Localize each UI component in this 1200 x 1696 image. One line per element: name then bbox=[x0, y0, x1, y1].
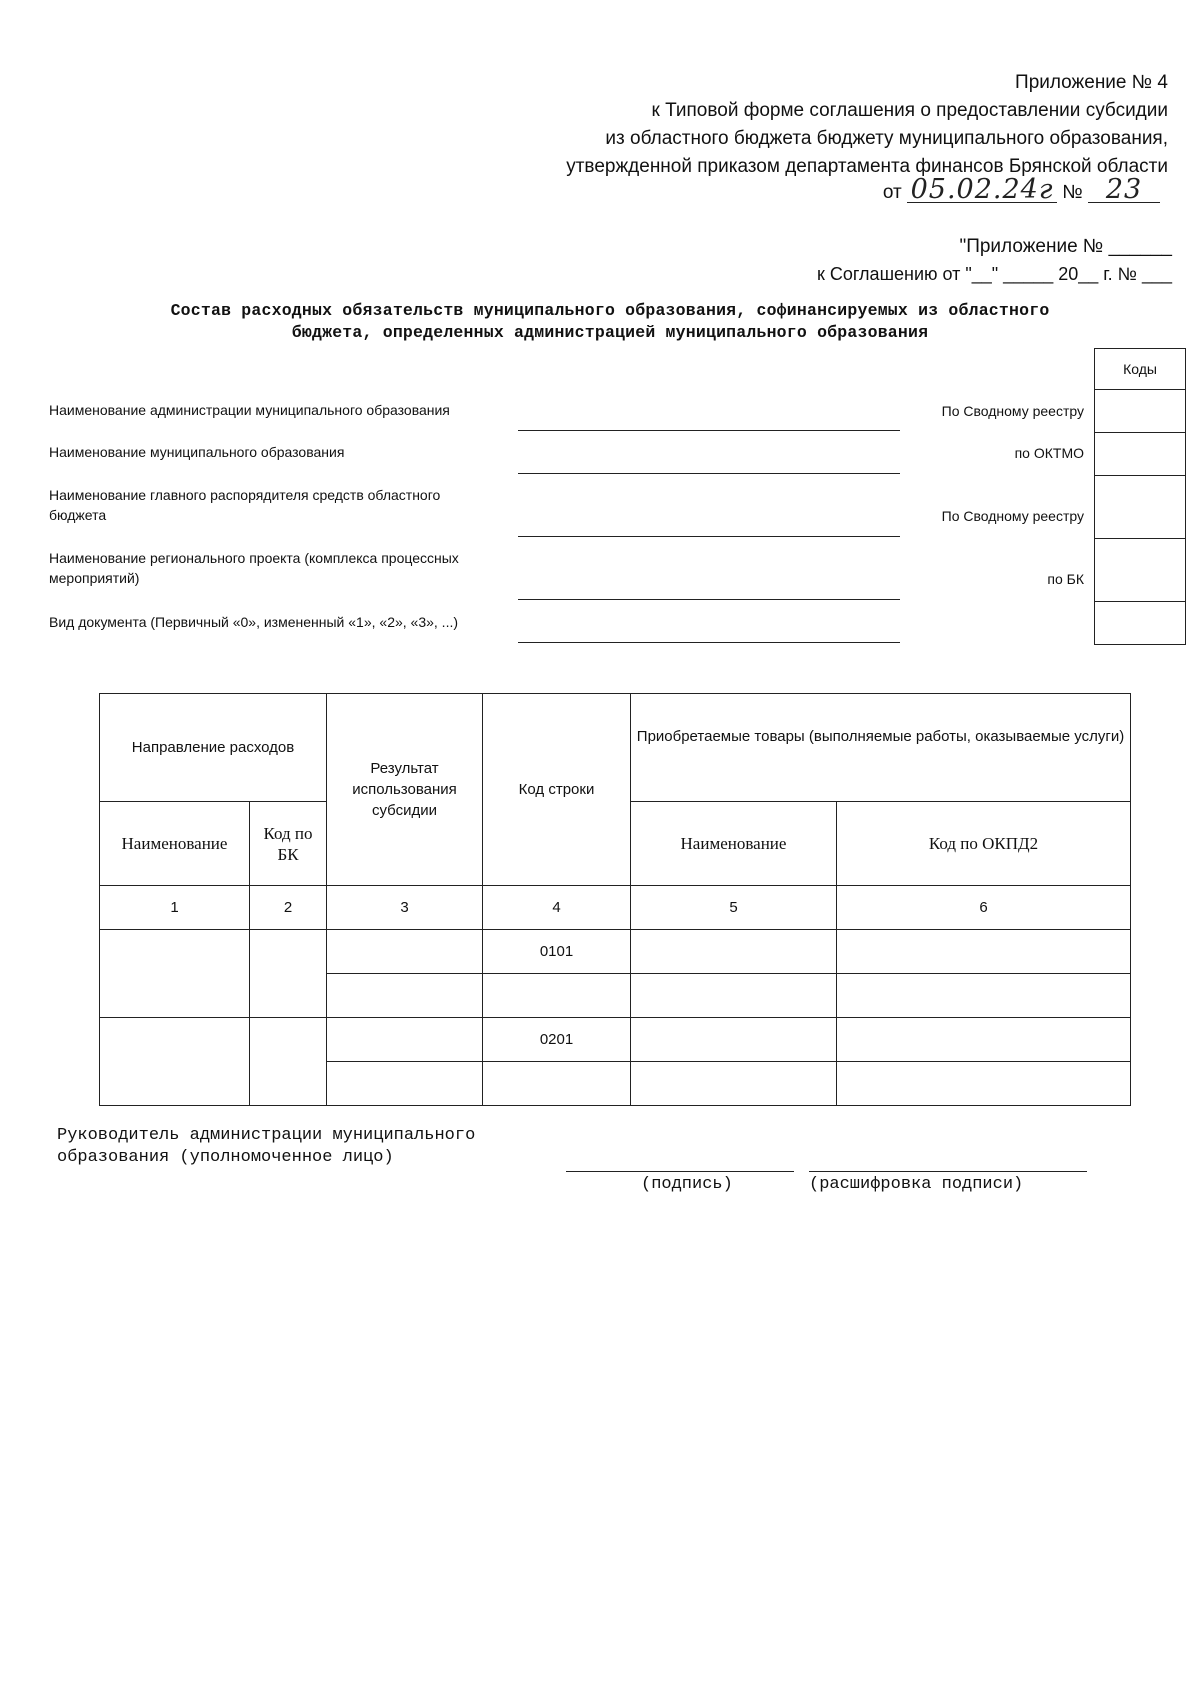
table-row bbox=[100, 1018, 1131, 1062]
field-label-regional-project: Наименование регионального проекта (комплекса процессных мероприятий) bbox=[49, 550, 459, 586]
col-number-1: 1 bbox=[100, 886, 250, 930]
signature-decode-line[interactable] bbox=[809, 1171, 1087, 1172]
cell-direction-bk-1[interactable] bbox=[250, 930, 327, 1018]
field-line-municipality[interactable] bbox=[518, 473, 900, 474]
header-goods: Приобретаемые товары (выполняемые работы, оказываемые услуги) bbox=[631, 694, 1131, 802]
code-label-registry-2: По Сводному реестру bbox=[941, 508, 1084, 524]
cell-result-2[interactable] bbox=[327, 974, 483, 1018]
order-number-handwritten: 23 bbox=[1088, 178, 1160, 203]
order-number-sign: № bbox=[1062, 182, 1083, 203]
signature-caption: (подпись) bbox=[641, 1175, 733, 1194]
cell-goods-name-1[interactable] bbox=[631, 930, 837, 974]
codes-table bbox=[1094, 348, 1186, 645]
document-title bbox=[60, 300, 1160, 344]
code-cell-registry-2[interactable] bbox=[1095, 476, 1186, 539]
cell-direction-name-1[interactable] bbox=[100, 930, 250, 1018]
field-line-admin[interactable] bbox=[518, 430, 900, 431]
signature-label-line-1: Руководитель администрации муниципального bbox=[57, 1126, 476, 1145]
code-cell-bk[interactable] bbox=[1095, 539, 1186, 602]
header-line-3: из областного бюджета бюджету муниципального образования, bbox=[605, 128, 1168, 149]
header-goods-name: Наименование bbox=[631, 802, 837, 886]
col-number-3: 3 bbox=[327, 886, 483, 930]
title-line-1: Состав расходных обязательств муниципального образования, софинансируемых из областного bbox=[170, 301, 1050, 320]
header-line-1: Приложение № 4 bbox=[1015, 72, 1168, 93]
order-date-handwritten: 05.02.24г bbox=[907, 178, 1057, 203]
appendix-line-1: "Приложение № ______ bbox=[959, 236, 1172, 257]
cell-result-4[interactable] bbox=[327, 1062, 483, 1106]
header-result: Результат использования субсидии bbox=[327, 694, 483, 886]
field-label-municipality: Наименование муниципального образования bbox=[49, 444, 345, 460]
col-number-4: 4 bbox=[483, 886, 631, 930]
code-cell-doc-type[interactable] bbox=[1095, 602, 1186, 645]
field-line-main-manager[interactable] bbox=[518, 536, 900, 537]
table-row bbox=[100, 930, 1131, 974]
signature-decode-caption: (расшифровка подписи) bbox=[809, 1175, 1024, 1194]
col-number-5: 5 bbox=[631, 886, 837, 930]
cell-okpd-3[interactable] bbox=[837, 1018, 1131, 1062]
cell-direction-bk-2[interactable] bbox=[250, 1018, 327, 1106]
field-label-admin: Наименование администрации муниципального образования bbox=[49, 402, 450, 418]
code-label-registry-1: По Сводному реестру bbox=[941, 403, 1084, 419]
field-line-regional-project[interactable] bbox=[518, 599, 900, 600]
col-number-2: 2 bbox=[250, 886, 327, 930]
header-bk-code: Код по БК bbox=[250, 802, 327, 886]
code-label-bk: по БК bbox=[1047, 571, 1084, 587]
field-label-main-manager: Наименование главного распорядителя средств областного бюджета bbox=[49, 487, 441, 523]
cell-okpd-2[interactable] bbox=[837, 974, 1131, 1018]
title-line-2: бюджета, определенных администрацией муниципального образования bbox=[291, 323, 929, 342]
expenses-table bbox=[99, 693, 1131, 1106]
cell-result-1[interactable] bbox=[327, 930, 483, 974]
header-line-4: утвержденной приказом департамента финансов Брянской области bbox=[566, 156, 1168, 177]
header-direction: Направление расходов bbox=[100, 694, 327, 802]
cell-row-code-2[interactable] bbox=[483, 974, 631, 1018]
order-from-label: от bbox=[882, 182, 902, 203]
cell-result-3[interactable] bbox=[327, 1018, 483, 1062]
cell-okpd-4[interactable] bbox=[837, 1062, 1131, 1106]
code-label-oktmo: по ОКТМО bbox=[1014, 445, 1084, 461]
cell-row-code-0201: 0201 bbox=[483, 1018, 631, 1062]
cell-goods-name-4[interactable] bbox=[631, 1062, 837, 1106]
cell-row-code-0101: 0101 bbox=[483, 930, 631, 974]
cell-row-code-4[interactable] bbox=[483, 1062, 631, 1106]
cell-direction-name-2[interactable] bbox=[100, 1018, 250, 1106]
code-cell-registry-1[interactable] bbox=[1095, 390, 1186, 433]
col-number-6: 6 bbox=[837, 886, 1131, 930]
cell-goods-name-2[interactable] bbox=[631, 974, 837, 1018]
header-line-2: к Типовой форме соглашения о предоставлении субсидии bbox=[651, 100, 1168, 121]
signature-line[interactable] bbox=[566, 1171, 794, 1172]
signature-label-line-2: образования (уполномоченное лицо) bbox=[57, 1148, 394, 1167]
header-row-code: Код строки bbox=[483, 694, 631, 886]
order-line bbox=[882, 174, 1160, 205]
header-name: Наименование bbox=[100, 802, 250, 886]
appendix-line-2: к Соглашению от "__" _____ 20__ г. № ___ bbox=[817, 264, 1172, 284]
field-line-doc-type[interactable] bbox=[518, 642, 900, 643]
code-cell-oktmo[interactable] bbox=[1095, 433, 1186, 476]
codes-header: Коды bbox=[1095, 349, 1186, 390]
header-okpd2: Код по ОКПД2 bbox=[837, 802, 1131, 886]
field-label-doc-type: Вид документа (Первичный «0», измененный «1», «2», «3», ...) bbox=[49, 614, 459, 630]
cell-okpd-1[interactable] bbox=[837, 930, 1131, 974]
cell-goods-name-3[interactable] bbox=[631, 1018, 837, 1062]
